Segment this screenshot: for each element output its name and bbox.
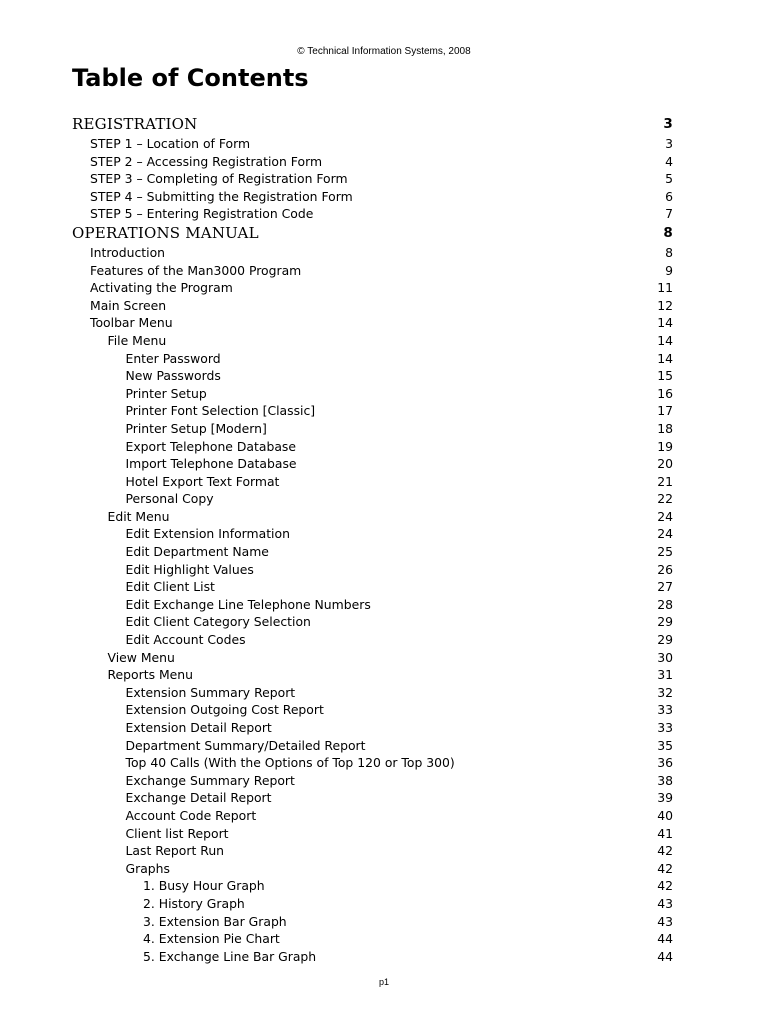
toc-entry[interactable] [72, 807, 673, 825]
toc-entry-label: Import Telephone Database [125, 456, 297, 472]
toc-page-number: 17 [657, 403, 673, 419]
toc-entry[interactable] [72, 860, 673, 878]
toc-entry[interactable] [72, 666, 673, 684]
toc-page-number: 43 [657, 913, 673, 929]
toc-entry-label: OPERATIONS MANUAL [72, 223, 259, 242]
toc-section-heading[interactable] [72, 114, 673, 135]
toc-entry[interactable] [72, 279, 673, 297]
toc-entry[interactable] [72, 543, 673, 561]
toc-entry-label: Extension Outgoing Cost Report [125, 702, 324, 718]
toc-entry[interactable] [72, 205, 673, 223]
toc-entry-label: STEP 2 – Accessing Registration Form [90, 153, 323, 169]
toc-entry-label: File Menu [107, 332, 167, 348]
toc-entry-label: Printer Setup [125, 385, 207, 401]
toc-page-number: 20 [657, 456, 673, 472]
toc-entry[interactable] [72, 772, 673, 790]
toc-entry[interactable] [72, 737, 673, 755]
toc-entry-label: Toolbar Menu [90, 315, 173, 331]
toc-entry-label: Introduction [90, 244, 166, 260]
toc-entry-label: Exchange Summary Report [125, 772, 295, 788]
toc-page-number: 35 [657, 737, 673, 753]
toc-page-number: 22 [657, 491, 673, 507]
toc-entry[interactable] [72, 153, 673, 171]
toc-entry[interactable] [72, 684, 673, 702]
toc-entry[interactable] [72, 719, 673, 737]
toc-page-number: 21 [657, 473, 673, 489]
toc-entry[interactable] [72, 188, 673, 206]
toc-page-number: 31 [657, 667, 673, 683]
toc-page-number: 40 [657, 807, 673, 823]
toc-entry-label: Printer Font Selection [Classic] [125, 403, 316, 419]
toc-entry-label: Department Summary/Detailed Report [125, 737, 366, 753]
page-title: Table of Contents [72, 64, 309, 92]
toc-page-number: 28 [657, 596, 673, 612]
toc-entry-label: Export Telephone Database [125, 438, 296, 454]
toc-page-number: 27 [657, 579, 673, 595]
toc-entry[interactable] [72, 596, 673, 614]
toc-page-number: 41 [657, 825, 673, 841]
toc-page-number: 29 [657, 614, 673, 630]
toc-entry-label: View Menu [107, 649, 175, 665]
toc-entry-label: Activating the Program [90, 280, 233, 296]
toc-entry[interactable] [72, 649, 673, 667]
toc-page-number: 42 [657, 878, 673, 894]
toc-page-number: 14 [657, 332, 673, 348]
toc-entry[interactable] [72, 455, 673, 473]
toc-entry[interactable] [72, 877, 673, 895]
toc-entry-label: Enter Password [125, 350, 221, 366]
toc-page-number: 8 [665, 244, 673, 260]
toc-entry-label: Graphs [125, 860, 170, 876]
toc-page-number: 24 [657, 508, 673, 524]
toc-entry[interactable] [72, 948, 673, 966]
toc-page-number: 6 [665, 188, 673, 204]
toc-entry-label: Extension Summary Report [125, 684, 296, 700]
toc-entry-label: Last Report Run [125, 843, 225, 859]
toc-entry[interactable] [72, 438, 673, 456]
toc-page-number: 33 [657, 702, 673, 718]
toc-entry-label: STEP 1 – Location of Form [90, 136, 251, 151]
toc-entry[interactable] [72, 170, 673, 188]
toc-page-number: 11 [657, 280, 673, 296]
toc-entry[interactable] [72, 930, 673, 948]
toc-entry-label: STEP 5 – Entering Registration Code [90, 206, 314, 222]
toc-page-number: 3 [663, 116, 673, 132]
toc-entry[interactable] [72, 367, 673, 385]
toc-entry[interactable] [72, 490, 673, 508]
toc-page-number: 32 [657, 684, 673, 700]
toc-page-number: 12 [657, 297, 673, 313]
toc-entry-label: Account Code Report [125, 807, 257, 823]
toc-page-number: 39 [657, 790, 673, 806]
toc-entry-label: Printer Setup [Modern] [125, 420, 267, 436]
toc-entry[interactable] [72, 473, 673, 491]
toc-entry-label: 4. Extension Pie Chart [143, 931, 280, 947]
toc-entry[interactable] [72, 561, 673, 579]
toc-page-number: 33 [657, 720, 673, 735]
toc-entry[interactable] [72, 508, 673, 526]
toc-entry-label: Edit Highlight Values [125, 561, 254, 577]
toc-page-number: 24 [657, 526, 673, 542]
toc-entry[interactable] [72, 789, 673, 807]
copyright-notice: © Technical Information Systems, 2008 [297, 46, 471, 57]
toc-entry[interactable] [72, 420, 673, 438]
toc-entry-label: Exchange Detail Report [125, 790, 272, 806]
toc-page-number: 38 [657, 772, 673, 788]
toc-entry-label: Features of the Man3000 Program [90, 262, 302, 278]
toc-entry-label: Reports Menu [107, 667, 193, 683]
toc-entry-label: Personal Copy [125, 491, 214, 507]
toc-page-number: 36 [657, 755, 673, 771]
toc-entry[interactable] [72, 332, 673, 350]
toc-entry-label: 5. Exchange Line Bar Graph [143, 948, 317, 964]
toc-page-number: 9 [665, 262, 673, 278]
toc-entry[interactable] [72, 314, 673, 332]
toc-entry[interactable] [72, 525, 673, 543]
toc-entry[interactable] [72, 842, 673, 860]
toc-entry-label: Edit Client Category Selection [125, 614, 311, 630]
toc-entry-label: 1. Busy Hour Graph [143, 878, 265, 894]
toc-page-number: 18 [657, 420, 673, 436]
toc-page-number: 25 [657, 544, 673, 560]
toc-page-number: 7 [665, 206, 673, 222]
toc-entry-label: New Passwords [125, 368, 221, 384]
toc-page-number: 4 [665, 153, 673, 169]
toc-page-number: 29 [657, 632, 673, 648]
toc-entry-label: Edit Client List [125, 579, 215, 595]
toc-entry[interactable] [72, 578, 673, 596]
toc-page-number: 43 [657, 895, 673, 911]
toc-entry[interactable] [72, 701, 673, 719]
toc-entry[interactable] [72, 135, 673, 153]
toc-entry[interactable] [72, 385, 673, 403]
toc-page-number: 5 [665, 171, 673, 187]
toc-entry[interactable] [72, 350, 673, 368]
toc-entry[interactable] [72, 913, 673, 931]
page-number: p1 [378, 977, 389, 987]
toc-entry-label: 3. Extension Bar Graph [143, 913, 287, 929]
toc-entry[interactable] [72, 895, 673, 913]
toc-entry-label: Edit Account Codes [125, 632, 246, 648]
toc-section-heading[interactable] [72, 223, 673, 244]
toc-entry[interactable] [72, 631, 673, 649]
toc-page-number: 15 [657, 368, 673, 384]
toc-page-number: 16 [657, 385, 673, 401]
toc-entry[interactable] [72, 402, 673, 420]
toc-entry-label: Edit Exchange Line Telephone Numbers [125, 596, 371, 612]
toc-entry-label: STEP 4 – Submitting the Registration Form [90, 188, 353, 204]
toc-page-number: 3 [665, 136, 673, 151]
toc-entry[interactable] [72, 613, 673, 631]
toc-entry-label: STEP 3 – Completing of Registration Form [90, 171, 348, 187]
toc-entry-label: REGISTRATION [72, 115, 198, 133]
toc-entry-label: Top 40 Calls (With the Options of Top 120 or Top 300) [125, 755, 455, 771]
toc-entry-label: Hotel Export Text Format [125, 473, 280, 489]
toc-entry-label: Edit Menu [107, 508, 170, 524]
toc-entry[interactable] [72, 244, 673, 262]
toc-entry-label: 2. History Graph [143, 895, 245, 911]
toc-page-number: 14 [657, 350, 673, 366]
toc-page-number: 8 [663, 224, 673, 241]
toc-entry[interactable] [72, 262, 673, 280]
toc-page-number: 44 [657, 948, 673, 964]
toc-entry-label: Extension Detail Report [125, 720, 272, 735]
toc-page-number: 14 [657, 315, 673, 331]
toc-entry[interactable] [72, 297, 673, 315]
toc-entry[interactable] [72, 825, 673, 843]
toc-page-number: 42 [657, 860, 673, 876]
toc-entry[interactable] [72, 754, 673, 772]
toc-page-number: 19 [657, 438, 673, 454]
table-of-contents [72, 114, 673, 965]
toc-entry-label: Edit Department Name [125, 544, 269, 560]
toc-entry-label: Main Screen [90, 297, 167, 313]
toc-entry-label: Client list Report [125, 825, 229, 841]
toc-page-number: 26 [657, 561, 673, 577]
toc-page-number: 30 [657, 649, 673, 665]
toc-entry-label: Edit Extension Information [125, 526, 290, 542]
toc-page-number: 42 [657, 843, 673, 859]
toc-page-number: 44 [657, 931, 673, 947]
